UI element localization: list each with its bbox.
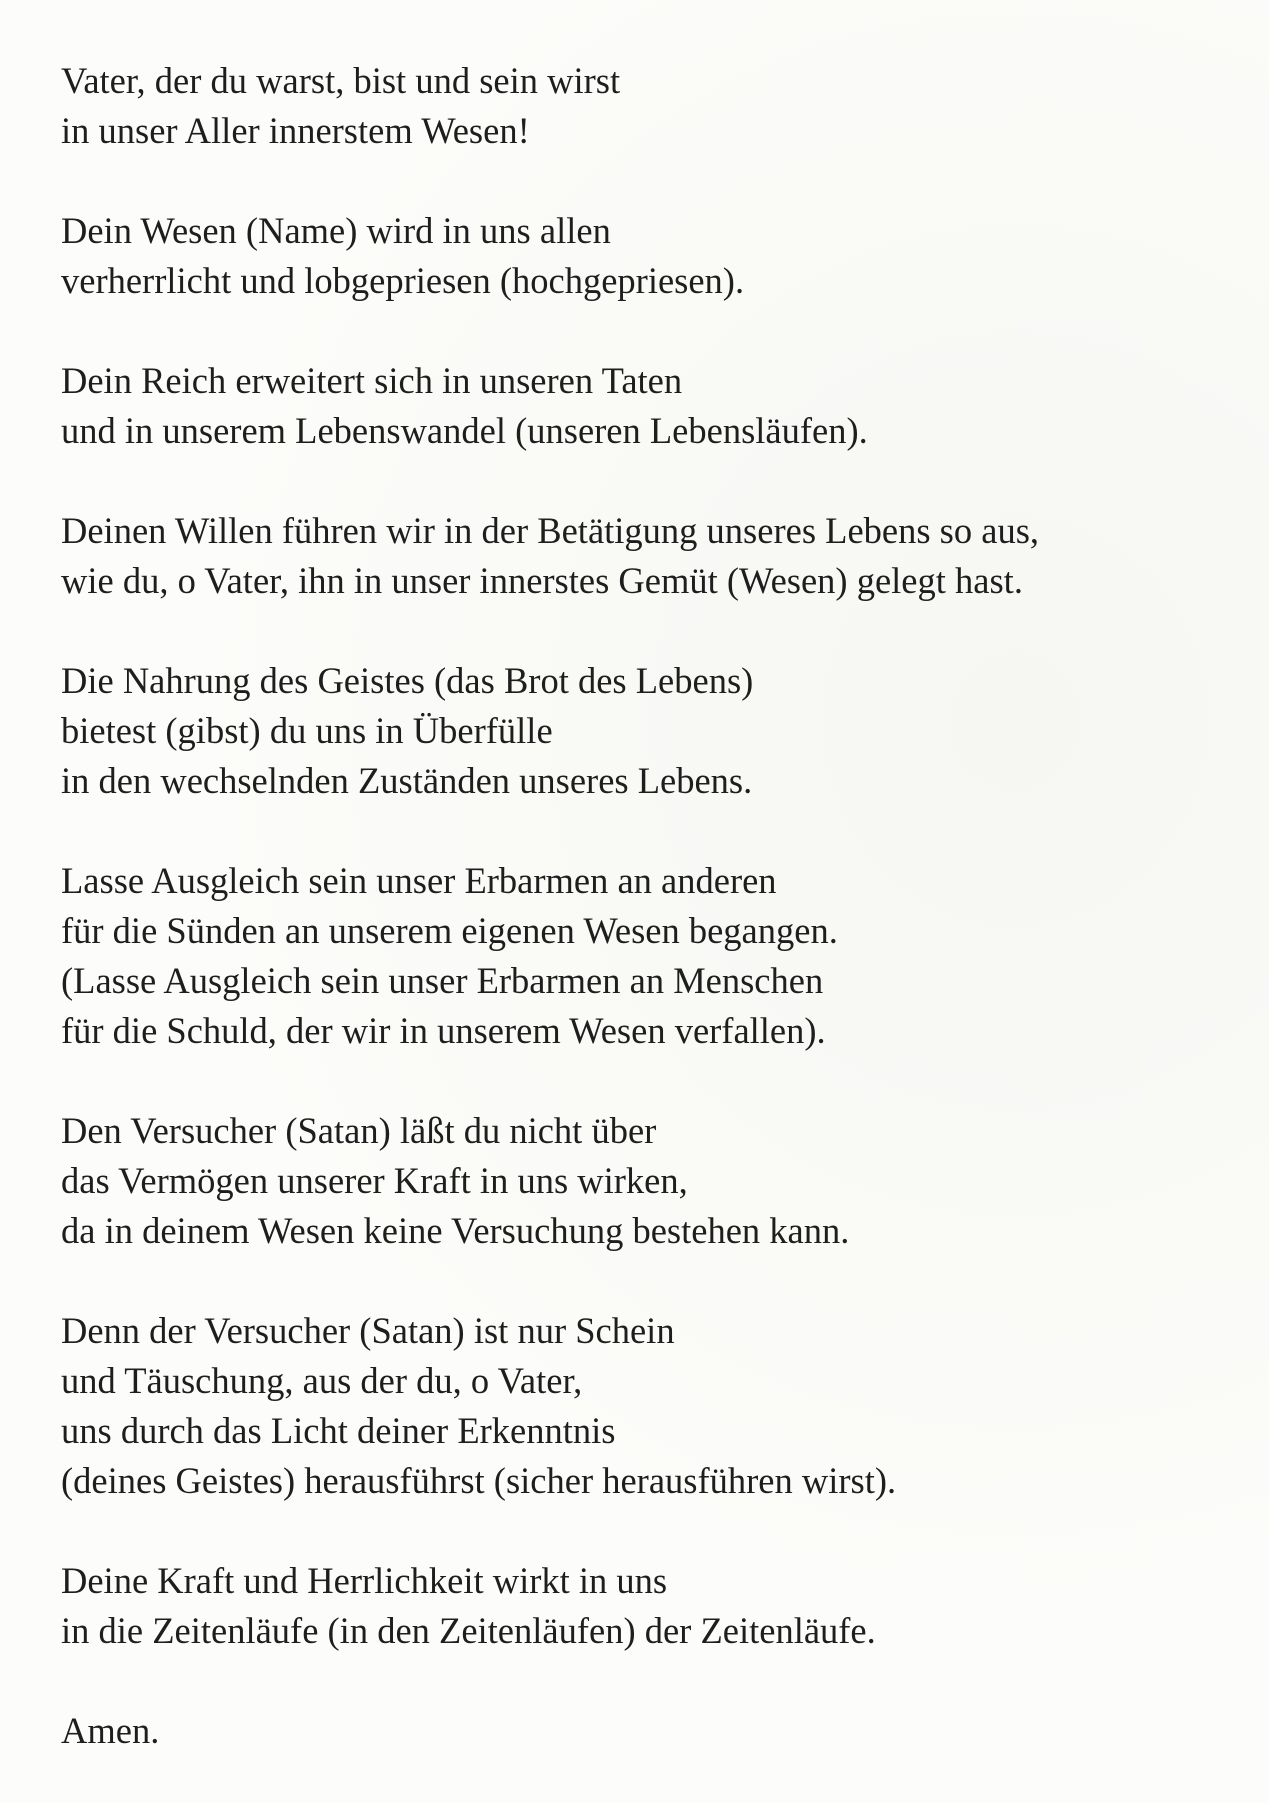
text-line: Deinen Willen führen wir in der Betätigung unseres Lebens so aus, <box>61 510 1040 551</box>
text-line: Den Versucher (Satan) läßt du nicht über <box>61 1110 657 1151</box>
text-line: verherrlicht und lobgepriesen (hochgepriesen). <box>61 260 745 301</box>
stanza-6 <box>61 856 1211 1056</box>
stanza-amen <box>61 1706 1211 1756</box>
text-line: (Lasse Ausgleich sein unser Erbarmen an Menschen <box>61 960 824 1001</box>
closing-amen: Amen. <box>61 1710 160 1751</box>
text-line: Denn der Versucher (Satan) ist nur Schein <box>61 1310 675 1351</box>
text-line: für die Schuld, der wir in unserem Wesen verfallen). <box>61 1010 826 1051</box>
stanza-3 <box>61 356 1211 456</box>
stanza-5 <box>61 656 1211 806</box>
text-line: Lasse Ausgleich sein unser Erbarmen an anderen <box>61 860 777 901</box>
prayer-text <box>61 56 1211 1756</box>
text-line: Deine Kraft und Herrlichkeit wirkt in uns <box>61 1560 668 1601</box>
text-line: und Täuschung, aus der du, o Vater, <box>61 1360 583 1401</box>
stanza-4 <box>61 506 1211 606</box>
stanza-8 <box>61 1306 1211 1506</box>
text-line: Die Nahrung des Geistes (das Brot des Lebens) <box>61 660 754 701</box>
text-line: Dein Wesen (Name) wird in uns allen <box>61 210 611 251</box>
text-line: wie du, o Vater, ihn in unser innerstes Gemüt (Wesen) gelegt hast. <box>61 560 1023 601</box>
text-line: Dein Reich erweitert sich in unseren Taten <box>61 360 683 401</box>
text-line: für die Sünden an unserem eigenen Wesen begangen. <box>61 910 838 951</box>
text-line: und in unserem Lebenswandel (unseren Lebensläufen). <box>61 410 868 451</box>
text-line: in unser Aller innerstem Wesen! <box>61 110 530 151</box>
stanza-1 <box>61 56 1211 156</box>
text-line: Vater, der du warst, bist und sein wirst <box>61 60 621 101</box>
text-line: da in deinem Wesen keine Versuchung bestehen kann. <box>61 1210 850 1251</box>
stanza-2 <box>61 206 1211 306</box>
text-line: in die Zeitenläufe (in den Zeitenläufen) der Zeitenläufe. <box>61 1610 876 1651</box>
text-line: uns durch das Licht deiner Erkenntnis <box>61 1410 616 1451</box>
text-line: bietest (gibst) du uns in Überfülle <box>61 710 553 751</box>
text-line: in den wechselnden Zuständen unseres Lebens. <box>61 760 753 801</box>
text-line: (deines Geistes) herausführst (sicher herausführen wirst). <box>61 1460 897 1501</box>
stanza-9 <box>61 1556 1211 1656</box>
stanza-7 <box>61 1106 1211 1256</box>
text-line: das Vermögen unserer Kraft in uns wirken, <box>61 1160 688 1201</box>
